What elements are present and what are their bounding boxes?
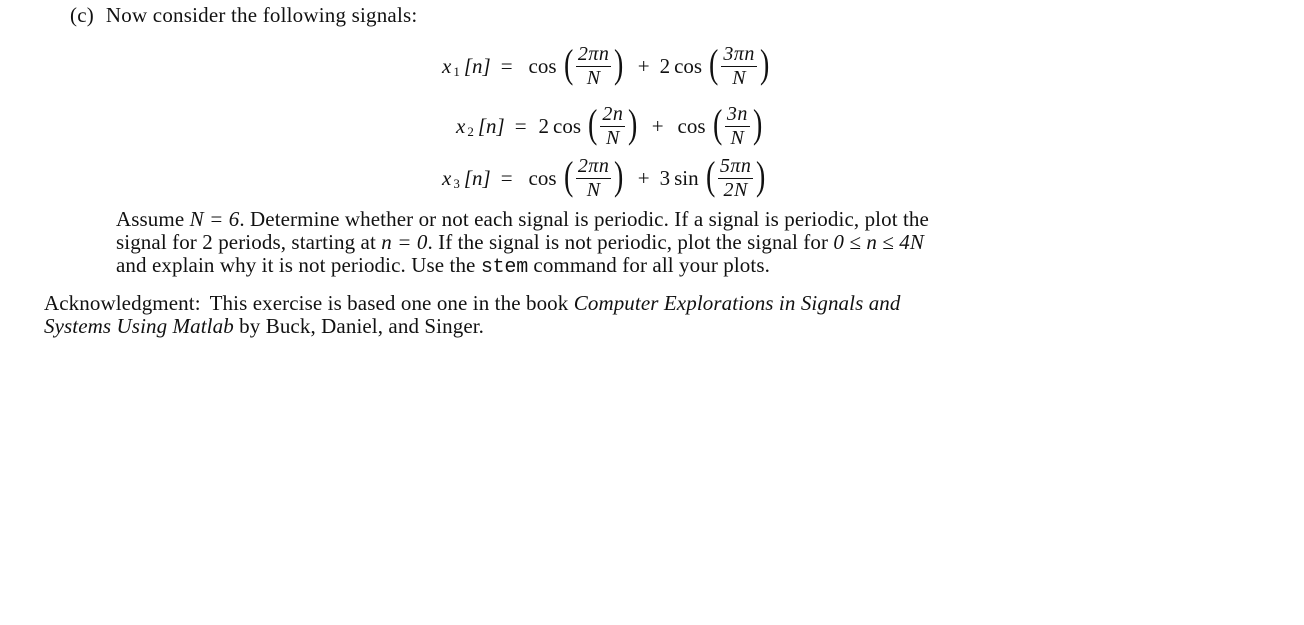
fraction-denominator: N	[732, 66, 747, 89]
equals-sign: =	[514, 113, 527, 138]
equation-x1	[442, 43, 771, 89]
plus-sign: +	[637, 53, 650, 78]
term1-fraction	[600, 104, 625, 148]
left-paren: (	[563, 41, 573, 86]
term2-function: cos	[677, 113, 706, 138]
equation-lhs	[456, 114, 505, 139]
fraction-numerator: 3n	[726, 103, 748, 126]
paragraph-text: . Determine whether or not each signal is periodic. If a signal is periodic, plot the	[239, 207, 929, 231]
equation-x3	[442, 155, 768, 201]
left-paren: (	[705, 153, 715, 198]
acknowledgment-line	[44, 292, 1244, 315]
plus-sign: +	[637, 165, 650, 190]
equals-sign: =	[500, 53, 513, 78]
part-intro-text: Now consider the following signals:	[105, 3, 418, 27]
fraction-numerator: 5πn	[719, 155, 752, 178]
paragraph-text: and explain why it is not periodic. Use the	[116, 253, 481, 277]
paragraph-line	[116, 231, 1196, 254]
inline-math: n = 0	[381, 230, 428, 254]
plus-sign: +	[651, 113, 664, 138]
paragraph-text: command for all your plots.	[528, 253, 770, 277]
instructions-paragraph	[116, 208, 1196, 279]
term1-coefficient: 2	[538, 113, 550, 138]
term1-fraction	[576, 44, 612, 88]
right-paren: )	[752, 101, 763, 146]
fraction-denominator: N	[605, 126, 620, 149]
inline-math: 0 ≤ n ≤ 4N	[833, 230, 924, 254]
signal-subscript: 2	[467, 124, 474, 139]
acknowledgment-text: This exercise is based one one in the book	[204, 291, 574, 315]
equation-lhs	[442, 54, 491, 79]
signal-argument: [n]	[477, 113, 505, 138]
paragraph-text: Assume	[116, 207, 190, 231]
equals-sign: =	[500, 165, 513, 190]
left-paren: (	[709, 41, 719, 86]
fraction-numerator: 2πn	[577, 155, 610, 178]
signal-symbol: x	[442, 165, 452, 190]
inline-math: N = 6	[189, 207, 240, 231]
book-title: Systems Using Matlab	[44, 314, 234, 338]
part-c-heading	[70, 3, 417, 28]
term2-fraction	[718, 156, 754, 200]
book-title: Computer Explorations in Signals and	[573, 291, 901, 315]
right-paren: )	[628, 101, 638, 146]
fraction-numerator: 3πn	[723, 43, 755, 66]
term2-function: sin	[674, 165, 699, 190]
fraction-denominator: 2N	[723, 178, 748, 201]
term2-function: cos	[674, 53, 703, 78]
right-paren: )	[756, 153, 766, 198]
fraction-denominator: N	[586, 178, 601, 201]
term2-fraction	[725, 104, 750, 148]
right-paren: )	[759, 41, 770, 86]
signal-argument: [n]	[463, 53, 491, 78]
part-label: (c)	[70, 3, 94, 27]
term1-function: cos	[553, 113, 582, 138]
signal-argument: [n]	[463, 165, 491, 190]
fraction-denominator: N	[730, 126, 745, 149]
right-paren: )	[614, 41, 624, 86]
term1-function: cos	[528, 165, 557, 190]
paragraph-text: . If the signal is not periodic, plot the signal for	[427, 230, 834, 254]
term2-coefficient: 3	[659, 165, 671, 190]
term1-function: cos	[528, 53, 557, 78]
term2-coefficient: 2	[659, 53, 671, 78]
right-paren: )	[614, 153, 624, 198]
acknowledgment-paragraph	[44, 292, 1244, 338]
acknowledgment-label: Acknowledgment:	[44, 291, 201, 315]
paragraph-text: signal for 2 periods, starting at	[116, 230, 382, 254]
acknowledgment-line	[44, 315, 1244, 338]
fraction-denominator: N	[586, 66, 601, 89]
inline-code: stem	[480, 256, 529, 279]
signal-subscript: 1	[453, 64, 460, 79]
left-paren: (	[563, 153, 573, 198]
paragraph-line	[116, 208, 1196, 231]
signal-subscript: 3	[453, 176, 460, 191]
equation-lhs	[442, 166, 491, 191]
left-paren: (	[588, 101, 598, 146]
term1-fraction	[576, 156, 612, 200]
term2-fraction	[721, 44, 757, 88]
paragraph-line	[116, 254, 1196, 279]
signal-symbol: x	[442, 53, 452, 78]
fraction-numerator: 2n	[602, 103, 624, 126]
signal-symbol: x	[456, 113, 466, 138]
fraction-numerator: 2πn	[577, 43, 610, 66]
equation-x2	[456, 103, 764, 149]
left-paren: (	[712, 101, 722, 146]
acknowledgment-text: by Buck, Daniel, and Singer.	[233, 314, 485, 338]
